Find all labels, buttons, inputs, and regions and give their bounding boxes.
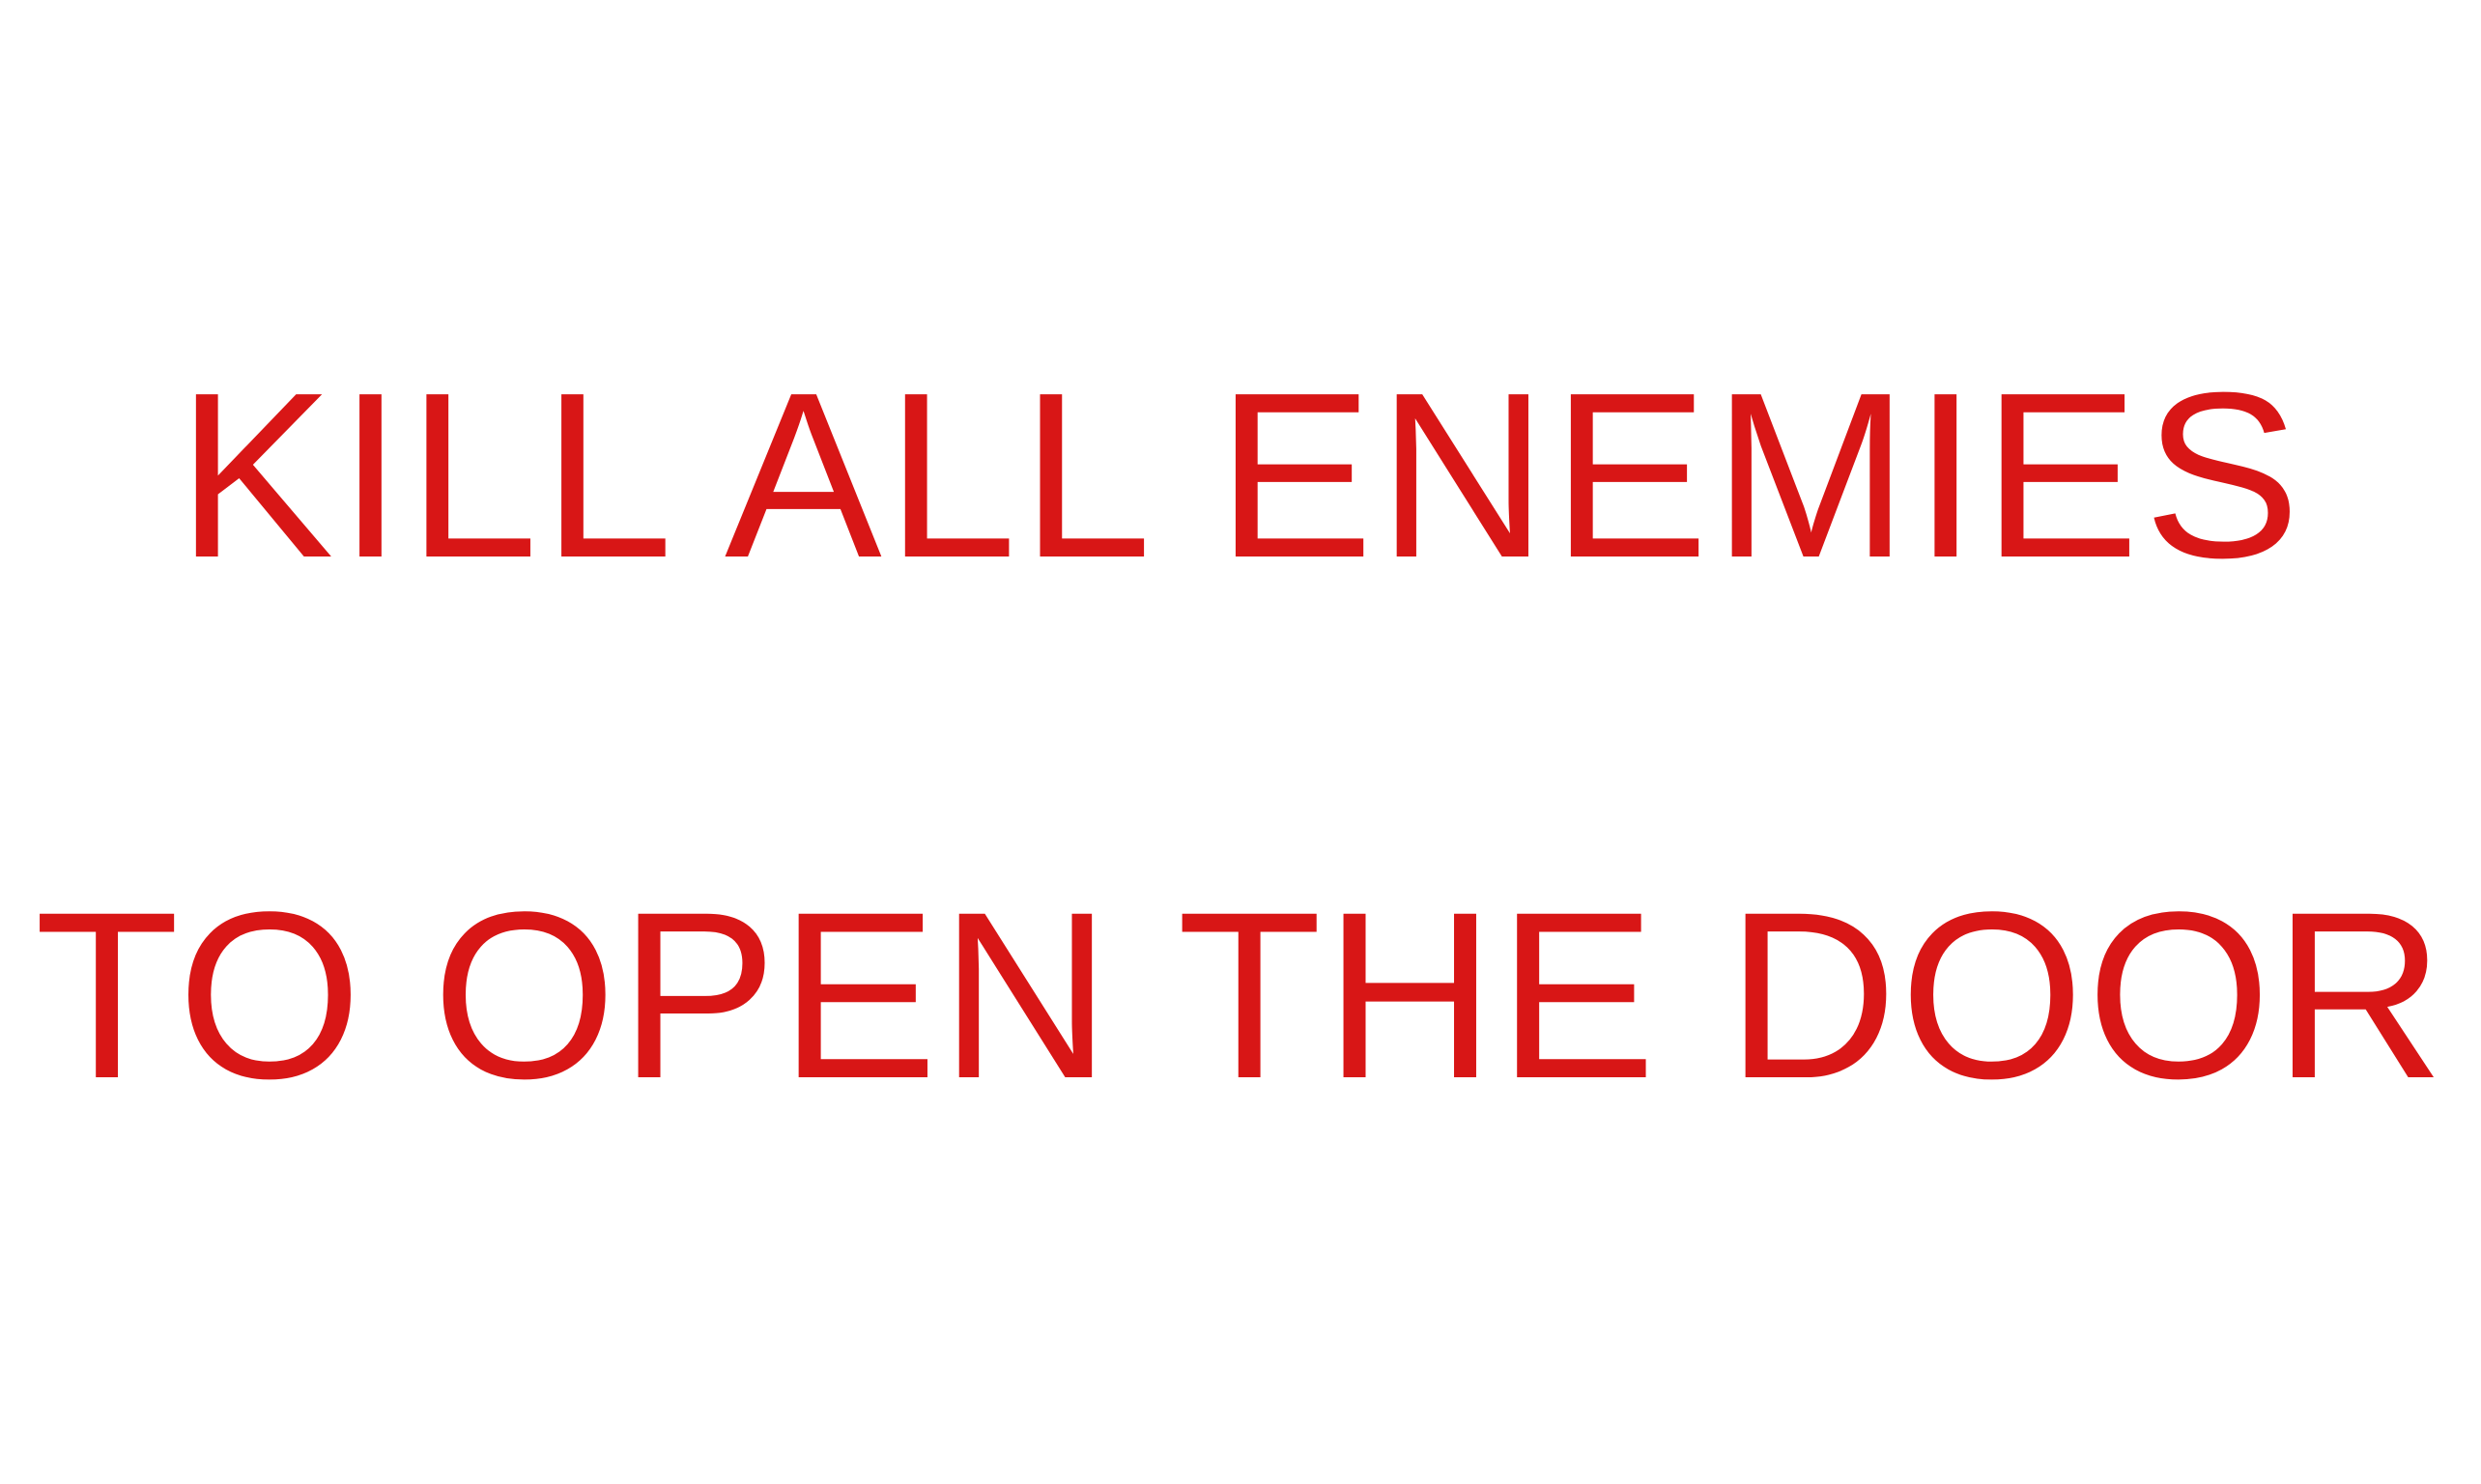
objective-text-line-2: TO OPEN THE DOOR xyxy=(34,863,2447,1128)
objective-text-line-1: KILL ALL ENEMIES xyxy=(176,343,2305,607)
